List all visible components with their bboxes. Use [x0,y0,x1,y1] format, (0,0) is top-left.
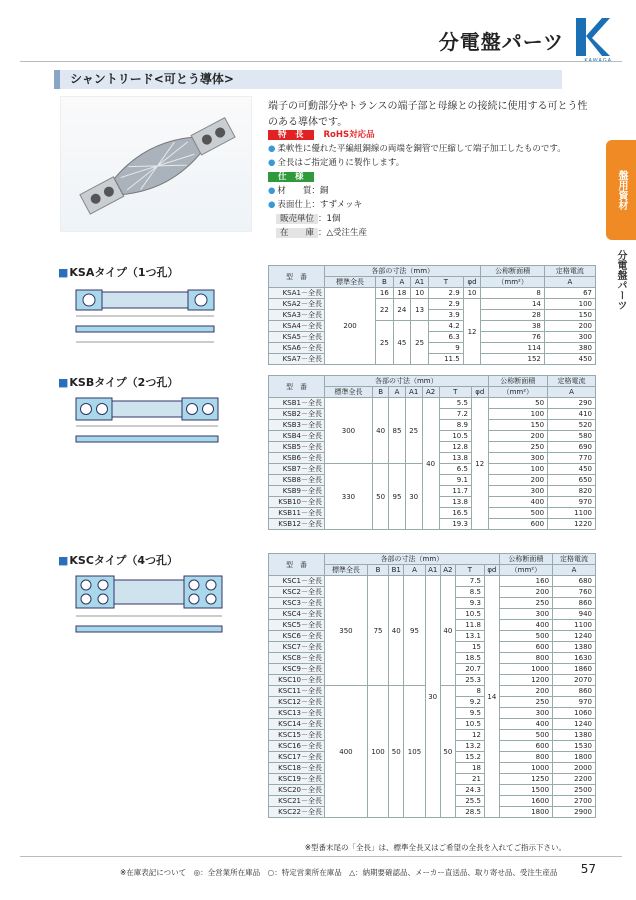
cell: 85 [389,398,405,464]
cell: 380 [544,343,595,354]
cell: 1100 [548,508,596,519]
cell: KSB12－全長 [269,519,325,530]
ksa-diagram [56,282,256,352]
cell: 4.2 [429,321,464,332]
cell: 100 [488,464,547,475]
section-title: シャントリード<可とう導体> [54,70,562,89]
cell: KSB10－全長 [269,497,325,508]
cell: 15.2 [455,752,484,763]
col-area: 公称断面積 [488,376,547,387]
cell: 40 [372,398,388,464]
cell: 520 [548,420,596,431]
cell: 40 [389,576,404,686]
cell: 200 [488,475,547,486]
col-a: A [389,387,405,398]
cell: 680 [553,576,596,587]
cell: 11.8 [455,620,484,631]
cell: 10.5 [455,609,484,620]
table-row [269,310,596,321]
cell: 6.5 [439,464,471,475]
cell: 10.5 [439,431,471,442]
product-photo [60,96,252,232]
col-a: A [393,277,410,288]
cell: 13.2 [455,741,484,752]
cell: 760 [553,587,596,598]
cell: KSB11－全長 [269,508,325,519]
cell: 300 [488,453,547,464]
cell: 100 [367,686,388,818]
cell: KSC15－全長 [269,730,325,741]
cell: 600 [488,519,547,530]
col-area: 公称断面積 [499,554,552,565]
cell: 400 [499,620,552,631]
cell: 8 [455,686,484,697]
cell: 16.5 [439,508,471,519]
cell: 1630 [553,653,596,664]
spec-unit-label: 販売単位 [276,214,318,224]
cell: KSB9－全長 [269,486,325,497]
cell: 820 [548,486,596,497]
col-a1: A1 [425,565,440,576]
col-b1: B1 [389,565,404,576]
cell: 2900 [553,807,596,818]
cell: 18.5 [455,653,484,664]
cell: 67 [544,288,595,299]
cell: 10.5 [455,719,484,730]
table-row [269,321,596,332]
cell: KSA7－全長 [269,354,325,365]
cell: 500 [488,508,547,519]
features-header [268,128,375,142]
cell: 7.5 [455,576,484,587]
col-b: B [372,387,388,398]
cell: 45 [393,321,410,365]
col-current-unit: A [544,277,595,288]
feature-item: ● 柔軟性に優れた平編組銅線の両端を銅管で圧縮して端子加工したものです。 [268,142,566,156]
cell: 2200 [553,774,596,785]
cell: 330 [325,464,373,530]
cell: KSC10－全長 [269,675,325,686]
col-t: T [429,277,464,288]
cell: 24.3 [455,785,484,796]
cell: 690 [548,442,596,453]
cell: 25.3 [455,675,484,686]
cell: 1600 [499,796,552,807]
cell: KSB4－全長 [269,431,325,442]
col-t: T [439,387,471,398]
cell: 13.8 [439,453,471,464]
cell: 13.8 [439,497,471,508]
cell: KSB6－全長 [269,453,325,464]
ksc-table [268,553,596,818]
col-current: 定格電流 [553,554,596,565]
col-area-unit: （mm²） [481,277,544,288]
features-label: 特 長 [268,130,314,140]
col-stdlen: 標準全長 [325,387,373,398]
col-b: B [367,565,388,576]
cell: 6.3 [429,332,464,343]
cell: 40 [422,398,439,530]
ksb-heading: ■ KSBタイプ（2つ孔） [58,374,178,390]
cell: 1000 [499,664,552,675]
cell: 860 [553,686,596,697]
cell: KSC6－全長 [269,631,325,642]
cell: 9 [429,343,464,354]
cell: 95 [404,576,425,686]
cell: 1380 [553,642,596,653]
cell: 200 [499,686,552,697]
cell: KSA4－全長 [269,321,325,332]
cell: 1060 [553,708,596,719]
table-row [269,576,596,587]
cell: KSC12－全長 [269,697,325,708]
cell: 1240 [553,719,596,730]
table-row [269,354,596,365]
cell: KSB8－全長 [269,475,325,486]
cell: KSC19－全長 [269,774,325,785]
cell: 50 [372,464,388,530]
cell: 12.8 [439,442,471,453]
cell: KSC22－全長 [269,807,325,818]
side-category: 分電盤パーツ [615,250,626,310]
page-number: 57 [580,862,596,876]
table-row [269,332,596,343]
cell: 10 [463,288,481,299]
ksc-heading: ■ KSCタイプ（4つ孔） [58,552,178,568]
cell: 50 [488,398,547,409]
cell: 1240 [553,631,596,642]
cell: 152 [481,354,544,365]
cell: 600 [499,741,552,752]
cell: 9.3 [455,598,484,609]
cell: KSB7－全長 [269,464,325,475]
cell: 12 [455,730,484,741]
ksa-table [268,265,596,365]
cell: 13 [411,299,429,321]
table-row [269,343,596,354]
col-current: 定格電流 [548,376,596,387]
cell: 9.1 [439,475,471,486]
cell: 22 [376,299,393,321]
cell: 300 [325,398,373,464]
cell: 1000 [499,763,552,774]
cell: 1800 [553,752,596,763]
cell: 1380 [553,730,596,741]
cell: 2000 [553,763,596,774]
side-tab[interactable]: 盤用資材 [606,140,636,240]
col-dims: 各部の寸法（mm） [325,376,489,387]
cell: 800 [499,752,552,763]
col-current-unit: A [548,387,596,398]
cell: 770 [548,453,596,464]
col-stdlen: 標準全長 [325,277,376,288]
cell: 40 [440,576,455,686]
cell: 14 [484,576,499,818]
footer-divider [20,856,622,857]
ksb-table [268,375,596,530]
cell: KSC3－全長 [269,598,325,609]
cell: 2070 [553,675,596,686]
cell: 25 [405,398,422,464]
cell: 11.7 [439,486,471,497]
cell: 2.9 [429,299,464,310]
cell: 400 [499,719,552,730]
cell: 800 [499,653,552,664]
cell: KSC18－全長 [269,763,325,774]
table-row [269,398,596,409]
ksa-heading: ■ KSAタイプ（1つ孔） [58,264,178,280]
col-t: T [455,565,484,576]
cell: 75 [367,576,388,686]
cell: KSC9－全長 [269,664,325,675]
cell: 21 [455,774,484,785]
intro-text: 端子の可動部分やトランスの端子部と母線との接続に使用する可とう性のある導体です。 [268,101,588,128]
cell: 50 [440,686,455,818]
col-dims: 各部の寸法（mm） [325,554,500,565]
col-model: 型 番 [269,376,325,398]
table-row [269,299,596,310]
cell: 19.3 [439,519,471,530]
cell: KSB5－全長 [269,442,325,453]
cell: 300 [544,332,595,343]
cell: 410 [548,409,596,420]
cell: 1860 [553,664,596,675]
cell: 250 [499,697,552,708]
cell: KSB3－全長 [269,420,325,431]
cell: 160 [499,576,552,587]
spec-stock [276,226,367,240]
cell: KSC21－全長 [269,796,325,807]
stock-legend: ※在庫表記について ◎：全営業所在庫品 ○：特定営業所在庫品 △：納期要確認品、メーカー直送品、取り寄せ品、受注生産品 [120,868,558,877]
cell: 12 [463,299,481,365]
cell: 940 [553,609,596,620]
cell: 150 [544,310,595,321]
brand-logo-icon [572,16,610,58]
cell: KSC2－全長 [269,587,325,598]
cell: 200 [499,587,552,598]
cell: 30 [405,464,422,530]
cell: 450 [548,464,596,475]
cell: 50 [389,686,404,818]
cell: KSA3－全長 [269,310,325,321]
cell: 150 [488,420,547,431]
cell: 1100 [553,620,596,631]
col-model: 型 番 [269,554,325,576]
cell: 350 [325,576,368,686]
cell: KSB1－全長 [269,398,325,409]
cell: 1250 [499,774,552,785]
cell: KSB2－全長 [269,409,325,420]
col-phid: φd [471,387,488,398]
cell: 580 [548,431,596,442]
cell: 650 [548,475,596,486]
cell: 200 [325,288,376,365]
col-a1: A1 [411,277,429,288]
cell: 1200 [499,675,552,686]
cell: 400 [488,497,547,508]
specs-label: 仕 様 [268,172,314,182]
cell: KSA6－全長 [269,343,325,354]
cell: 24 [393,299,410,321]
cell: KSA2－全長 [269,299,325,310]
spec-unit [276,212,340,226]
cell: 860 [553,598,596,609]
cell: 18 [455,763,484,774]
cell: 450 [544,354,595,365]
cell: 15 [455,642,484,653]
cell: 300 [488,486,547,497]
cell: 9.5 [455,708,484,719]
cell: 2500 [553,785,596,796]
cell: 25 [376,321,393,365]
page-title: 分電盤パーツ [438,30,564,54]
header-divider [20,61,622,62]
cell: 8.9 [439,420,471,431]
cell: 25 [411,321,429,365]
cell: 2700 [553,796,596,807]
cell: KSC14－全長 [269,719,325,730]
cell: 114 [481,343,544,354]
ksb-diagram [56,392,256,462]
col-model: 型 番 [269,266,325,288]
col-a1: A1 [405,387,422,398]
cell: 25.5 [455,796,484,807]
col-dims: 各部の寸法（mm） [325,266,481,277]
cell: 970 [548,497,596,508]
cell: KSC11－全長 [269,686,325,697]
cell: 10 [411,288,429,299]
col-area-unit: （mm²） [499,565,552,576]
cell: 1530 [553,741,596,752]
cell: KSC7－全長 [269,642,325,653]
cell: 300 [499,609,552,620]
col-b: B [376,277,393,288]
cell: 2.9 [429,288,464,299]
col-phid: φd [463,277,481,288]
spec-stock-label: 在 庫 [276,228,318,238]
cell: 95 [389,464,405,530]
cell: 200 [544,321,595,332]
cell: 8.5 [455,587,484,598]
footnote: ※型番末尾の「全長」は、標準全長又はご希望の全長を入れてご指示下さい。 [304,843,566,852]
cell: 970 [553,697,596,708]
cell: 250 [499,598,552,609]
cell: 5.5 [439,398,471,409]
cell: KSC13－全長 [269,708,325,719]
cell: 18 [393,288,410,299]
feature-item: ● 全長はご指定通りに製作します。 [268,156,404,170]
col-stdlen: 標準全長 [325,565,368,576]
cell: 16 [376,288,393,299]
col-area-unit: （mm²） [488,387,547,398]
cell: 8 [481,288,544,299]
cell: 250 [488,442,547,453]
cell: KSC8－全長 [269,653,325,664]
col-current: 定格電流 [544,266,595,277]
cell: 11.5 [429,354,464,365]
col-a: A [404,565,425,576]
cell: KSA1－全長 [269,288,325,299]
table-row [269,288,596,299]
cell: 3.9 [429,310,464,321]
cell: 200 [488,431,547,442]
cell: 290 [548,398,596,409]
cell: KSC1－全長 [269,576,325,587]
cell: 600 [499,642,552,653]
cell: 38 [481,321,544,332]
col-phid: φd [484,565,499,576]
spec-stock-value: ：△受注生産 [318,228,368,238]
ksc-diagram [56,570,256,650]
cell: 1500 [499,785,552,796]
cell: 12 [471,398,488,530]
cell: 500 [499,730,552,741]
cell: 30 [425,576,440,818]
cell: KSC20－全長 [269,785,325,796]
col-a2: A2 [440,565,455,576]
cell: 300 [499,708,552,719]
cell: KSC4－全長 [269,609,325,620]
cell: 28 [481,310,544,321]
spec-material: ● 材 質：銅 [268,184,328,198]
cell: KSC17－全長 [269,752,325,763]
spec-unit-value: ：1個 [318,214,341,224]
cell: 1800 [499,807,552,818]
cell: 76 [481,332,544,343]
cell: 500 [499,631,552,642]
specs-header [268,170,314,184]
cell: 100 [488,409,547,420]
cell: KSC5－全長 [269,620,325,631]
col-a2: A2 [422,387,439,398]
cell: 7.2 [439,409,471,420]
cell: 100 [544,299,595,310]
col-current-unit: A [553,565,596,576]
cell: 9.2 [455,697,484,708]
rohs-badge: RoHS対応品 [323,130,375,140]
cell: 20.7 [455,664,484,675]
cell: 14 [481,299,544,310]
cell: KSA5－全長 [269,332,325,343]
col-area: 公称断面積 [481,266,544,277]
cell: 1220 [548,519,596,530]
cell: 400 [325,686,368,818]
spec-finish: ● 表面仕上：すずメッキ [268,198,362,212]
cell: KSC16－全長 [269,741,325,752]
cell: 13.1 [455,631,484,642]
cell: 105 [404,686,425,818]
cell: 28.5 [455,807,484,818]
